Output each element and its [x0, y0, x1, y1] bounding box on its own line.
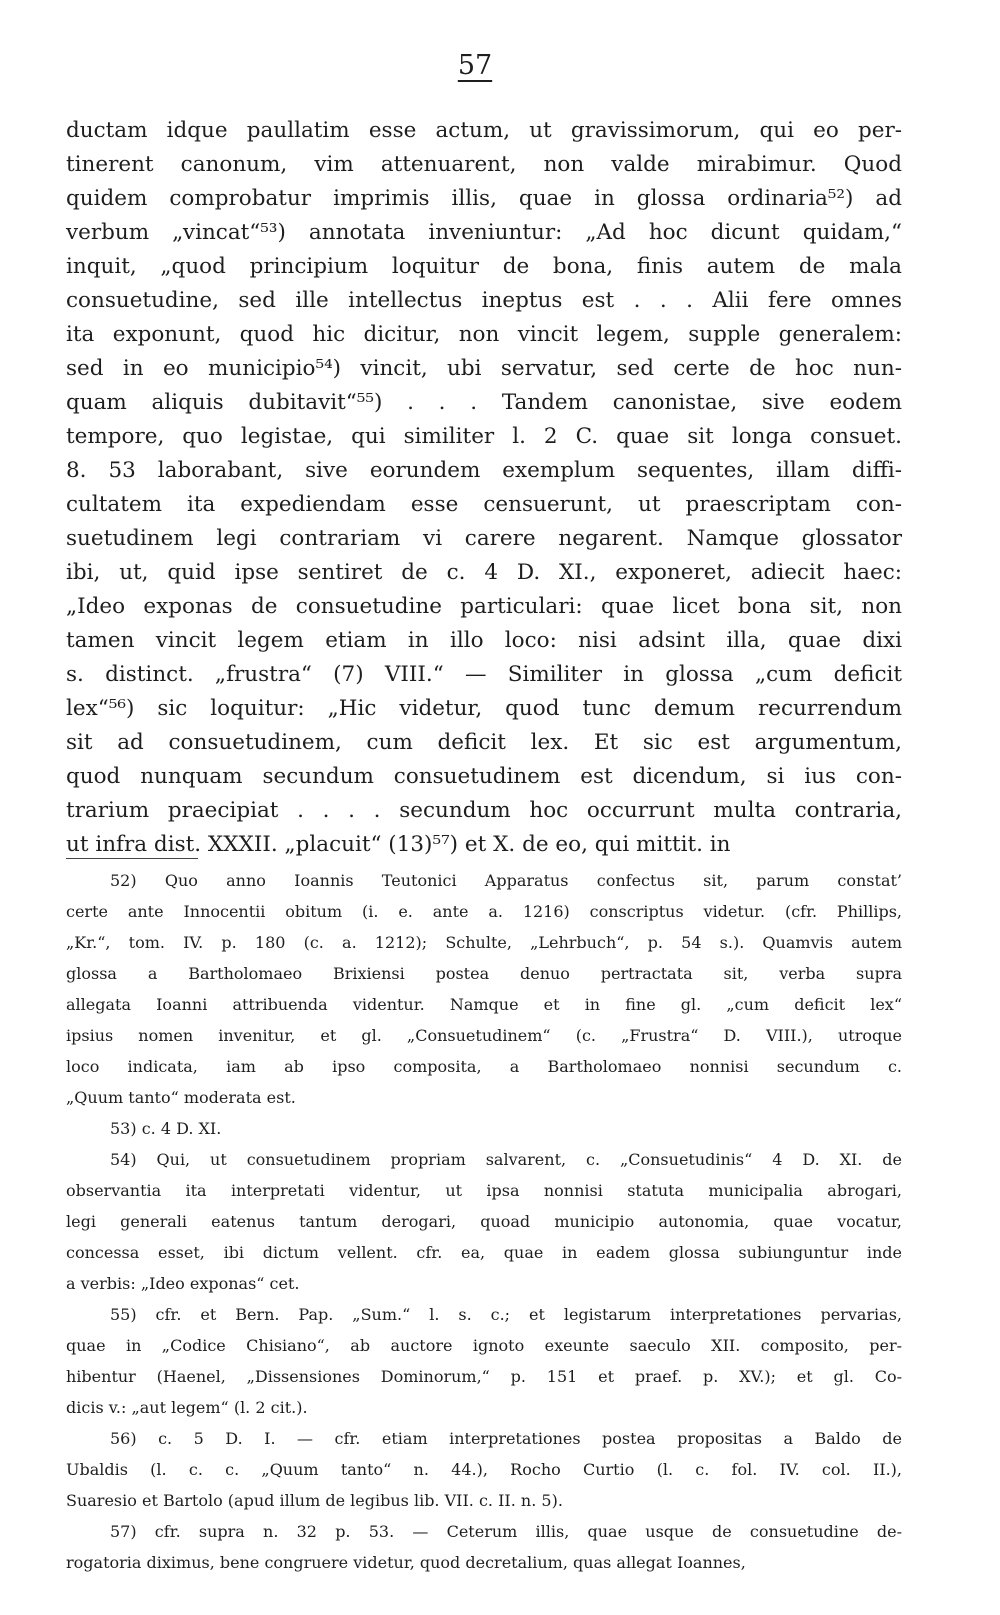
footnote-line: hibentur (Haenel, „Dissensiones Dominorum,“ p. 151 et praef. p. XV.); et gl. Co- [66, 1367, 902, 1386]
footnote-line: 55) cfr. et Bern. Pap. „Sum.“ l. s. c.; et legistarum interpretationes pervarias, [110, 1305, 902, 1324]
page-number: 57 [457, 50, 493, 81]
text-line: suetudinem legi contrariam vi carere negarent. Namque glossator [66, 526, 902, 551]
text-line: ut infra dist. XXXII. „placuit“ (13)⁵⁷) et X. de eo, qui mittit. in [66, 832, 731, 857]
text-line: ibi, ut, quid ipse sentiret de c. 4 D. XI., exponeret, adiecit haec: [66, 560, 902, 585]
text-line: ductam idque paullatim esse actum, ut gravissimorum, qui eo per- [66, 118, 902, 143]
text-line: inquit, „quod principium loquitur de bona, finis autem de mala [66, 254, 902, 279]
footnote-rule [66, 858, 198, 859]
footnote-line: loco indicata, iam ab ipso composita, a Bartholomaeo nonnisi secundum c. [66, 1057, 902, 1076]
footnote-line: Ubaldis (l. c. c. „Quum tanto“ n. 44.), Rocho Curtio (l. c. fol. IV. col. II.), [66, 1460, 902, 1479]
text-line: trarium praecipiat . . . . secundum hoc occurrunt multa contraria, [66, 798, 902, 823]
footnote-line: concessa esset, ibi dictum vellent. cfr. ea, quae in eadem glossa subiunguntur inde [66, 1243, 902, 1262]
text-line: quam aliquis dubitavit“⁵⁵) . . . Tandem canonistae, sive eodem [66, 390, 902, 415]
footnote-line: 52) Quo anno Ioannis Teutonici Apparatus confectus sit, parum constat’ [110, 871, 902, 890]
text-line: quidem comprobatur imprimis illis, quae in glossa ordinaria⁵²) ad [66, 186, 902, 211]
text-line: tamen vincit legem etiam in illo loco: nisi adsint illa, quae dixi [66, 628, 902, 653]
text-line: verbum „vincat“⁵³) annotata inveniuntur: „Ad hoc dicunt quidam,“ [66, 220, 902, 245]
footnote-line: legi generali eatenus tantum derogari, quoad municipio autonomia, quae vocatur, [66, 1212, 902, 1231]
footnote-line: 57) cfr. supra n. 32 p. 53. — Ceterum illis, quae usque de consuetudine de- [110, 1522, 902, 1541]
text-line: tinerent canonum, vim attenuarent, non valde mirabimur. Quod [66, 152, 902, 177]
footnote-line: a verbis: „Ideo exponas“ cet. [66, 1274, 300, 1293]
footnote-line: Suaresio et Bartolo (apud illum de legibus lib. VII. c. II. n. 5). [66, 1491, 563, 1510]
footnote-line: ipsius nomen invenitur, et gl. „Consuetudinem“ (c. „Frustra“ D. VIII.), utroque [66, 1026, 902, 1045]
footnote-line: 54) Qui, ut consuetudinem propriam salvarent, c. „Consuetudinis“ 4 D. XI. de [110, 1150, 902, 1169]
footnote-line: glossa a Bartholomaeo Brixiensi postea denuo pertractata sit, verba supra [66, 964, 902, 983]
footnote-line: observantia ita interpretati videntur, ut ipsa nonnisi statuta municipalia abrogari, [66, 1181, 902, 1200]
footnote-line: allegata Ioanni attribuenda videntur. Namque et in fine gl. „cum deficit lex“ [66, 995, 902, 1014]
footnote-line: „Quum tanto“ moderata est. [66, 1088, 296, 1107]
footnote-line: rogatoria diximus, bene congruere videtur, quod decretalium, quas allegat Ioannes, [66, 1553, 746, 1572]
footnote-line: certe ante Innocentii obitum (i. e. ante a. 1216) conscriptus videtur. (cfr. Phillips, [66, 902, 902, 921]
text-line: sit ad consuetudinem, cum deficit lex. Et sic est argumentum, [66, 730, 902, 755]
text-line: quod nunquam secundum consuetudinem est dicendum, si ius con- [66, 764, 902, 789]
text-line: sed in eo municipio⁵⁴) vincit, ubi servatur, sed certe de hoc nun- [66, 356, 902, 381]
text-line: consuetudine, sed ille intellectus ineptus est . . . Alii fere omnes [66, 288, 902, 313]
text-line: s. distinct. „frustra“ (7) VIII.“ — Similiter in glossa „cum deficit [66, 662, 902, 687]
text-line: 8. 53 laborabant, sive eorundem exemplum sequentes, illam diffi- [66, 458, 902, 483]
text-line: „Ideo exponas de consuetudine particulari: quae licet bona sit, non [66, 594, 902, 619]
footnotes [66, 865, 902, 1578]
footnote-line: dicis v.: „aut legem“ (l. 2 cit.). [66, 1398, 308, 1417]
main-text [66, 114, 902, 862]
footnote-line: „Kr.“, tom. IV. p. 180 (c. a. 1212); Schulte, „Lehrbuch“, p. 54 s.). Quamvis autem [66, 933, 902, 952]
footnote-line: quae in „Codice Chisiano“, ab auctore ignoto exeunte saeculo XII. composito, per- [66, 1336, 902, 1355]
footnote-line: 56) c. 5 D. I. — cfr. etiam interpretationes postea propositas a Baldo de [110, 1429, 902, 1448]
footnote-line: 53) c. 4 D. XI. [110, 1119, 222, 1138]
text-line: lex“⁵⁶) sic loquitur: „Hic videtur, quod tunc demum recurrendum [66, 696, 902, 721]
text-line: tempore, quo legistae, qui similiter l. 2 C. quae sit longa consuet. [66, 424, 902, 449]
text-line: ita exponunt, quod hic dicitur, non vincit legem, supple generalem: [66, 322, 902, 347]
text-line: cultatem ita expediendam esse censuerunt, ut praescriptam con- [66, 492, 902, 517]
